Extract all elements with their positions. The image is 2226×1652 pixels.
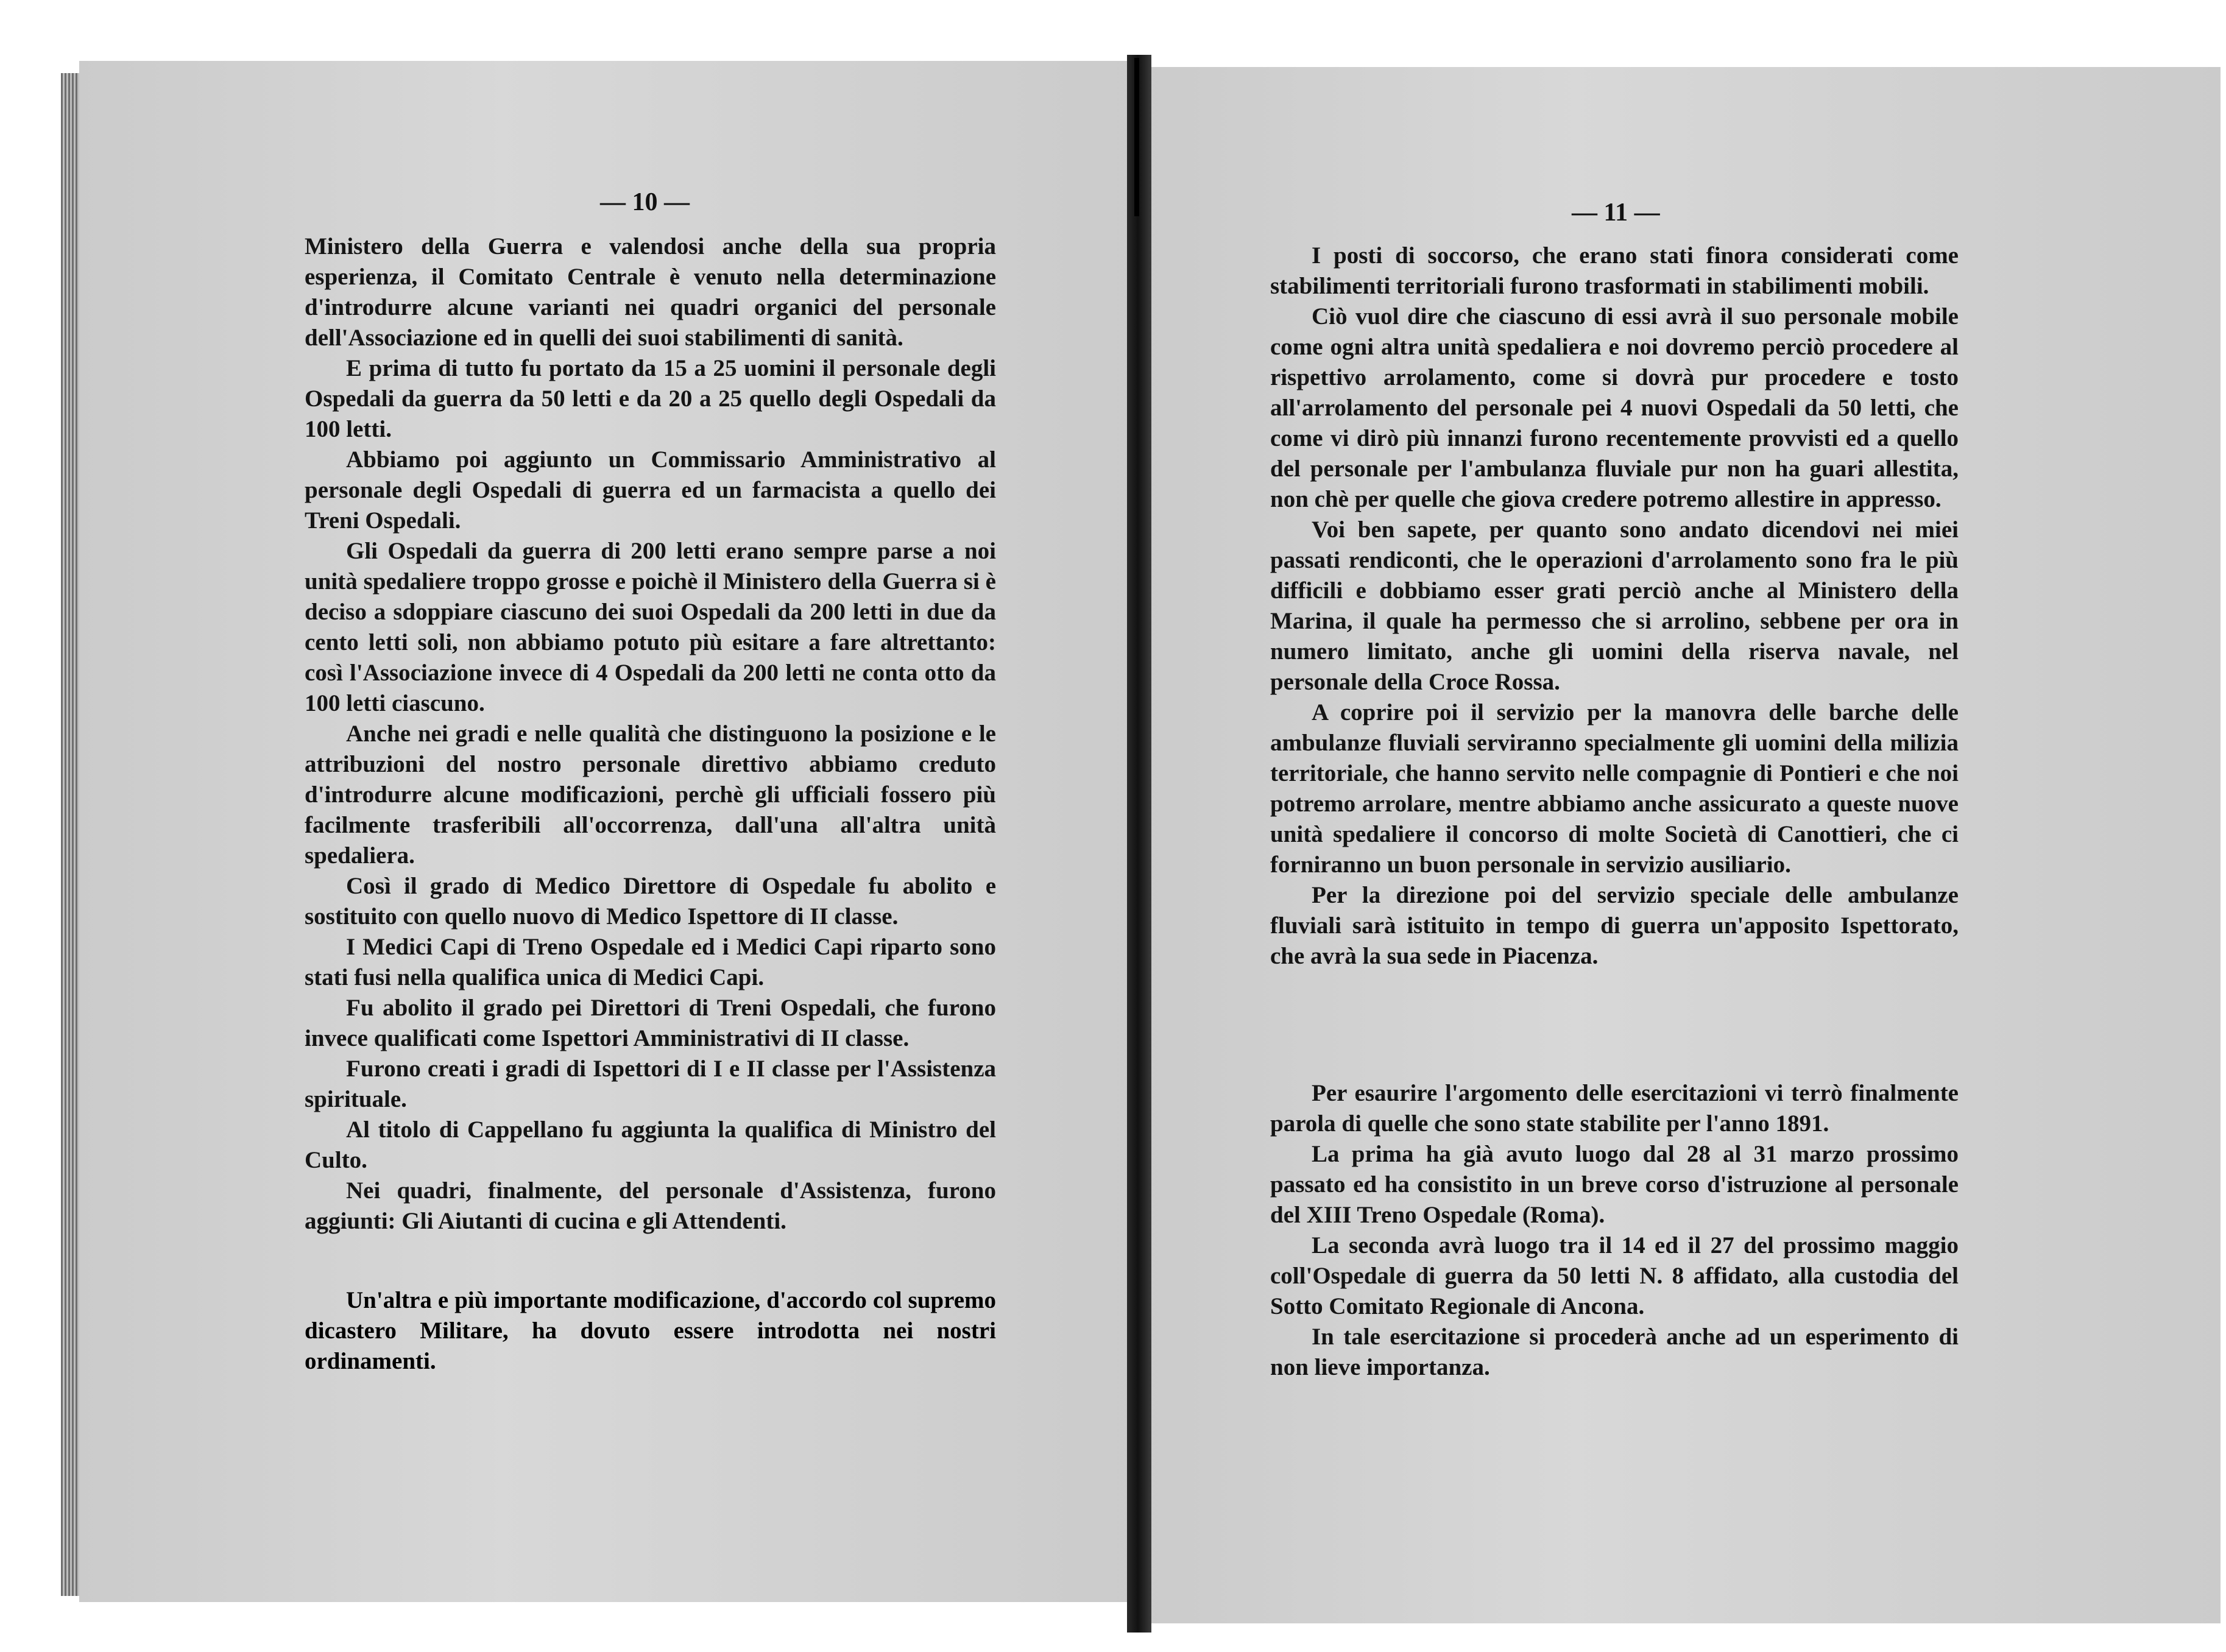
paragraph: Nei quadri, finalmente, del personale d'Assistenza, furono aggiunti: Gli Aiutanti di cucina e gli Attendenti.	[305, 1177, 996, 1234]
right-page-number: — 11 —	[1572, 199, 1660, 227]
paragraph: Fu abolito il grado pei Direttori di Treni Ospedali, che furono invece qualificati come Ispettori Amministrativi di II classe.	[305, 995, 996, 1051]
left-page-number: — 10 —	[600, 188, 690, 216]
paragraph: Anche nei gradi e nelle qualità che distinguono la posizione e le attribuzioni del nostro personale direttivo abbiamo creduto d'introdurre alcune modificazioni, perchè gli ufficiali fossero più facilmente trasferibili all'occorrenza, dall'una all'altra unità spedaliera.	[305, 721, 996, 869]
paragraph: E prima di tutto fu portato da 15 a 25 uomini il personale degli Ospedali da guerra da 50 letti e da 20 a 25 quello degli Ospedali da 100 letti.	[305, 355, 996, 442]
paragraph: Per esaurire l'argomento delle esercitazioni vi terrò finalmente parola di quelle che sono state stabilite per l'anno 1891.	[1270, 1080, 1959, 1137]
paragraph: A coprire poi il servizio per la manovra delle barche delle ambulanze fluviali serviranno specialmente gli uomini della milizia territoriale, che hanno servito nelle compagnie di Pontieri e che noi potremo arrolare, mentre abbiamo anche assicurato a queste nuove unità spedaliere il concorso di molte Società di Canottieri, che ci forniranno un buon personale in servizio ausiliario.	[1270, 699, 1959, 878]
paragraph: Ministero della Guerra e valendosi anche della sua propria esperienza, il Comitato Centrale è venuto nella determinazione d'introdurre alcune varianti nei quadri organici del personale dell'Associazione ed in quelli dei suoi stabilimenti di sanità.	[305, 233, 996, 351]
paragraph: I posti di soccorso, che erano stati finora considerati come stabilimenti territoriali furono trasformati in stabilimenti mobili.	[1270, 242, 1959, 299]
closing-paragraph: Un'altra e più importante modificazione, d'accordo col supremo dicastero Militare, ha dovuto essere introdotta nei nostri ordinamenti.	[305, 1287, 996, 1374]
paragraph: In tale esercitazione si procederà anche ad un esperimento di non lieve importanza.	[1270, 1324, 1959, 1380]
book-gutter	[1127, 55, 1151, 1633]
left-page-body	[305, 231, 996, 1237]
paragraph: Abbiamo poi aggiunto un Commissario Amministrativo al personale degli Ospedali di guerra ed un farmacista a quello dei Treni Ospedali.	[305, 447, 996, 534]
paragraph: Voi ben sapete, per quanto sono andato dicendovi nei miei passati rendiconti, che le operazioni d'arrolamento sono fra le più difficili e dobbiamo esser grati perciò anche al Ministero della Marina, il quale ha permesso che si arrolino, sebbene per ora in numero limitato, anche gli uomini della riserva navale, nel personale della Croce Rossa.	[1270, 517, 1959, 695]
right-page-body	[1270, 241, 1959, 972]
paragraph: Furono creati i gradi di Ispettori di I e II classe per l'Assistenza spirituale.	[305, 1056, 996, 1112]
right-page-second-section	[1270, 1078, 1959, 1383]
paragraph: Ciò vuol dire che ciascuno di essi avrà il suo personale mobile come ogni altra unità spedaliera e noi dovremo perciò procedere al rispettivo arrolamento, come si dovrà pur procedere e tosto all'arrolamento del personale pei 4 nuovi Ospedali da 50 letti, che come vi dirò più innanzi furono recentemente provvisti ed a quello del personale per l'ambulanza fluviale pur non ha guari allestita, non chè per quelle che giova credere potremo allestire in appresso.	[1270, 303, 1959, 512]
left-page-closing	[305, 1285, 996, 1377]
paragraph: La seconda avrà luogo tra il 14 ed il 27 del prossimo maggio coll'Ospedale di guerra da 50 letti N. 8 affidato, alla custodia del Sotto Comitato Regionale di Ancona.	[1270, 1232, 1959, 1319]
paragraph: Così il grado di Medico Direttore di Ospedale fu abolito e sostituito con quello nuovo di Medico Ispettore di II classe.	[305, 873, 996, 930]
paragraph: I Medici Capi di Treno Ospedale ed i Medici Capi riparto sono stati fusi nella qualifica unica di Medici Capi.	[305, 934, 996, 990]
paragraph: La prima ha già avuto luogo dal 28 al 31 marzo prossimo passato ed ha consistito in un breve corso d'istruzione al personale del XIII Treno Ospedale (Roma).	[1270, 1141, 1959, 1228]
paragraph: Gli Ospedali da guerra di 200 letti erano sempre parse a noi unità spedaliere troppo grosse e poichè il Ministero della Guerra si è deciso a sdoppiare ciascuno dei suoi Ospedali da 200 letti in due da cento letti soli, non abbiamo potuto più esitare a fare altrettanto: così l'Associazione invece di 4 Ospedali da 200 letti ne conta otto da 100 letti ciascuno.	[305, 538, 996, 716]
paragraph: Al titolo di Cappellano fu aggiunta la qualifica di Ministro del Culto.	[305, 1117, 996, 1173]
paragraph: Per la direzione poi del servizio speciale delle ambulanze fluviali sarà istituito in tempo di guerra un'apposito Ispettorato, che avrà la sua sede in Piacenza.	[1270, 882, 1959, 969]
gutter-shadow	[1134, 58, 1139, 216]
